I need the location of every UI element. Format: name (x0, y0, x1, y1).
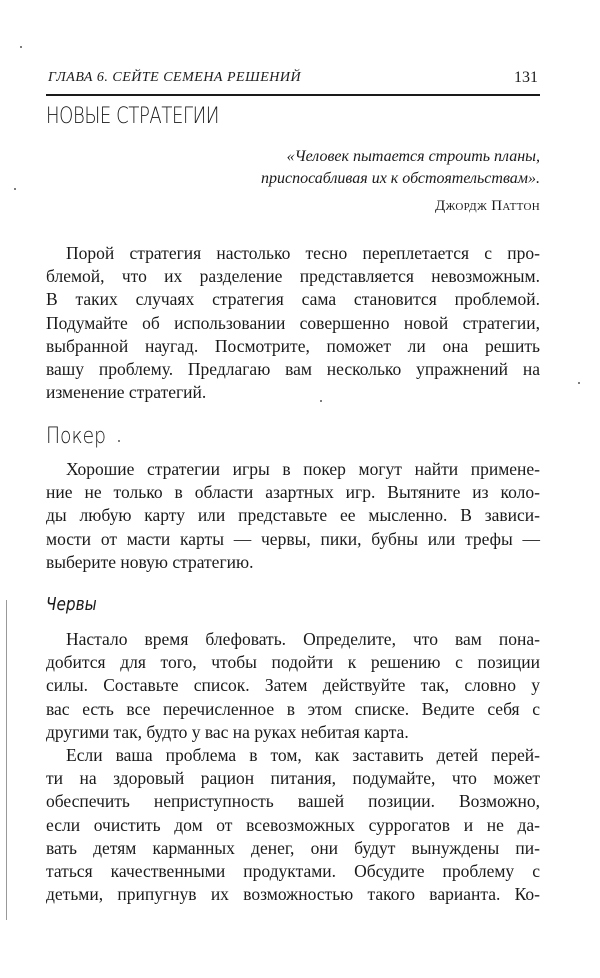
text-line: В таких случаях стратегия сама становится проблемой. (46, 289, 540, 310)
text-line: обеспечить неприступность вашей позиции. Возможно, (46, 791, 540, 812)
subsubsection-title-hearts: Червы (46, 594, 97, 615)
text-line: вас есть все перечисленное в этом списке. Ведите себя с (46, 698, 540, 719)
text-line: ти на здоровый рацион питания, подумайте, что может (46, 768, 540, 789)
section-title: НОВЫЕ СТРАТЕГИИ (46, 104, 220, 129)
running-head: ГЛАВА 6. СЕЙТЕ СЕМЕНА РЕШЕНИЙ (48, 70, 302, 85)
scan-speck (118, 440, 120, 442)
page-header (46, 68, 540, 96)
epigraph-line: «Человек пытается строить планы, (286, 148, 540, 165)
text-line: выбранной наугад. Посмотрите, поможет ли она решить (46, 335, 540, 356)
scan-speck (14, 188, 16, 190)
text-line: если очистить дом от всевозможных суррогатов и не да- (46, 814, 540, 835)
epigraph-author: Джордж Паттон (434, 198, 540, 214)
text-line: силы. Составьте список. Затем действуйте так, словно у (46, 675, 540, 696)
text-line: детьми, припугнув их возможностью такого варианта. Ко- (46, 884, 540, 905)
scan-speck (578, 382, 580, 384)
page-number: 131 (514, 69, 538, 86)
hearts-paragraph-2 (46, 744, 540, 906)
scan-speck (320, 400, 322, 402)
text-line: выберите новую стратегию. (46, 551, 254, 572)
text-line: добится для того, чтобы подойти к решению с позиции (46, 652, 540, 673)
text-line: Если ваша проблема в том, как заставить детей перей- (66, 745, 540, 765)
intro-paragraph (46, 242, 540, 404)
scan-speck (20, 46, 22, 48)
hearts-paragraph-1 (46, 628, 540, 744)
text-line: мости от масти карты — червы, пики, бубны или трефы — (46, 528, 540, 549)
text-line: Подумайте об использовании совершенно новой стратегии, (46, 312, 540, 333)
text-line: Настало время блефовать. Определите, что вам пона- (66, 629, 540, 649)
subsection-title-poker: Покер (46, 424, 106, 449)
text-line: блемой, что их разделение представляется невозможным. (46, 266, 540, 287)
text-line: вать детям карманных денег, они будут вынуждены пи- (46, 837, 540, 858)
epigraph (140, 146, 540, 190)
epigraph-line: приспосабливая их к обстоятельствам». (261, 170, 540, 187)
text-line: ние не только в области азартных игр. Вытяните из коло- (46, 482, 540, 503)
text-line: вашу проблему. Предлагаю вам несколько упражнений на (46, 359, 540, 380)
poker-paragraph (46, 458, 540, 574)
text-line: другими так, будто у вас на руках небитая карта. (46, 721, 409, 742)
text-line: ды любую карту или представьте ее мысленно. В зависи- (46, 505, 540, 526)
text-line: изменение стратегий. (46, 382, 207, 403)
text-line: таться качественными продуктами. Обсудите проблему с (46, 861, 540, 882)
text-line: Хорошие стратегии игры в покер могут найти примене- (66, 459, 540, 479)
scan-edge-mark (6, 600, 7, 920)
text-line: Порой стратегия настолько тесно переплетается с про- (66, 243, 540, 263)
